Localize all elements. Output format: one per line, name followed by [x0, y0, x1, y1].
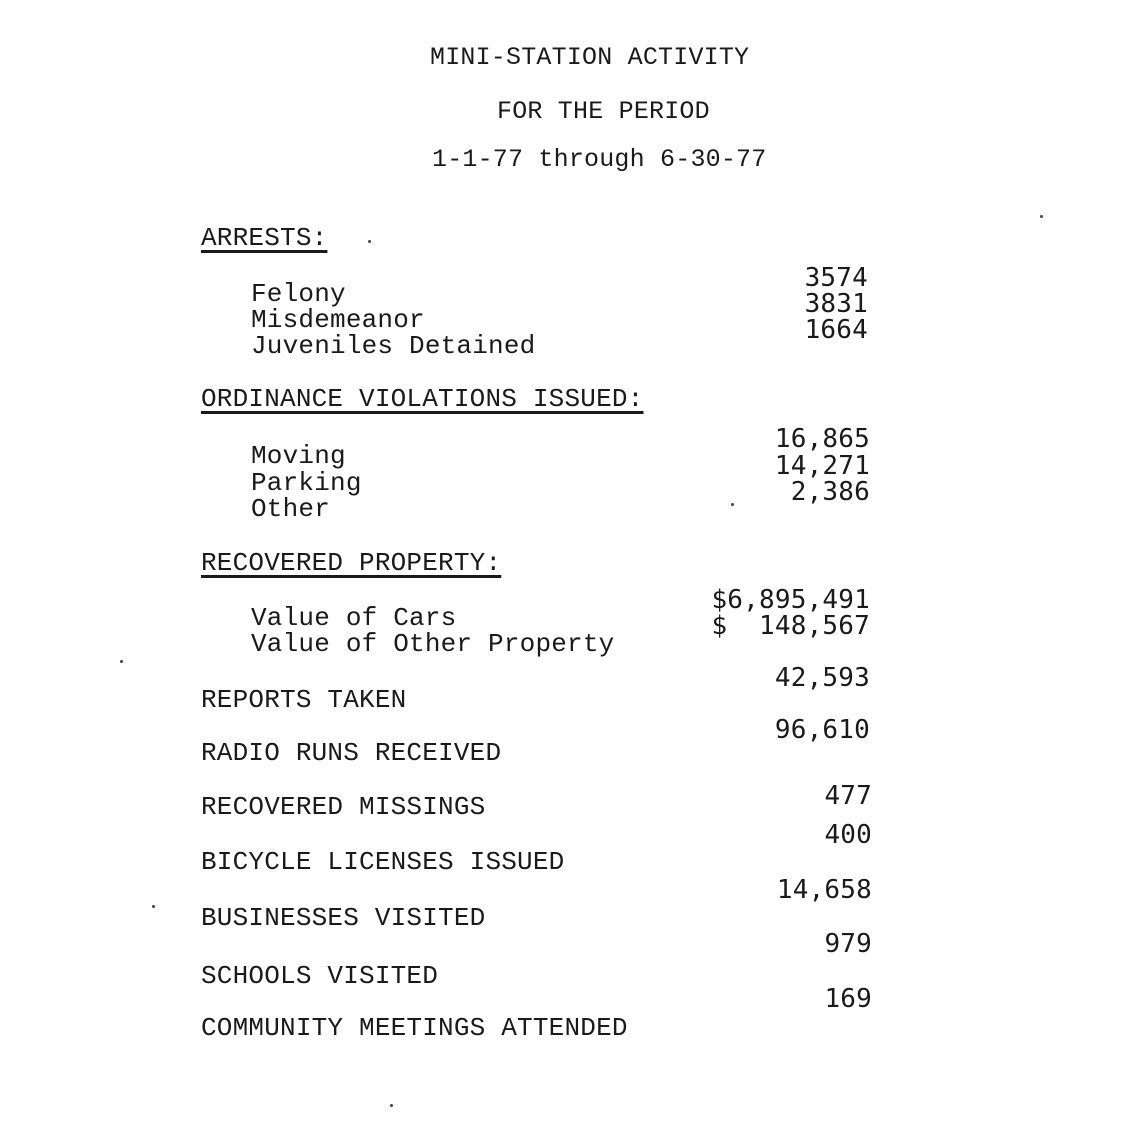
- section-heading-arrests: ARRESTS:: [201, 223, 328, 253]
- item-value-parking: 14,271: [774, 451, 870, 481]
- row-value-radio-runs: 96,610: [774, 715, 870, 745]
- item-value-moving: 16,865: [774, 424, 870, 454]
- item-label-parking: Parking: [251, 468, 362, 498]
- row-label-community: COMMUNITY MEETINGS ATTENDED: [201, 1013, 628, 1043]
- row-label-bicycle: BICYCLE LICENSES ISSUED: [201, 847, 565, 877]
- scan-speck: [731, 503, 734, 506]
- scan-speck: [1040, 215, 1043, 218]
- item-value-cars: $6,895,491: [711, 585, 870, 615]
- item-label-moving: Moving: [251, 441, 346, 471]
- item-value-felony: 3574: [804, 263, 868, 293]
- item-label-other: Other: [251, 494, 331, 524]
- item-value-other: 2,386: [790, 477, 870, 507]
- row-label-reports: REPORTS TAKEN: [201, 685, 407, 715]
- row-value-businesses: 14,658: [776, 875, 872, 905]
- doc-period: 1-1-77 through 6-30-77: [432, 145, 767, 174]
- doc-title: MINI-STATION ACTIVITY: [430, 43, 750, 72]
- row-label-businesses: BUSINESSES VISITED: [201, 903, 486, 933]
- section-heading-recovered: RECOVERED PROPERTY:: [201, 548, 502, 578]
- item-value-juveniles: 1664: [804, 315, 868, 345]
- row-value-missings: 477: [824, 781, 872, 811]
- doc-subtitle: FOR THE PERIOD: [497, 97, 710, 126]
- row-value-community: 169: [824, 984, 872, 1014]
- row-value-schools: 979: [824, 929, 872, 959]
- row-value-reports: 42,593: [774, 663, 870, 693]
- scan-speck: [390, 1104, 393, 1107]
- scan-speck: [152, 905, 155, 908]
- item-label-misdemeanor: Misdemeanor: [251, 305, 425, 335]
- scan-speck: [120, 660, 123, 663]
- row-label-schools: SCHOOLS VISITED: [201, 961, 439, 991]
- row-label-missings: RECOVERED MISSINGS: [201, 792, 486, 822]
- item-label-felony: Felony: [251, 279, 346, 309]
- item-value-misdemeanor: 3831: [804, 289, 868, 319]
- item-value-other-property: $ 148,567: [711, 611, 870, 641]
- row-value-bicycle: 400: [824, 820, 872, 850]
- item-label-juveniles: Juveniles Detained: [251, 331, 536, 361]
- row-label-radio-runs: RADIO RUNS RECEIVED: [201, 738, 502, 768]
- scan-speck: [368, 240, 371, 243]
- section-heading-ordinance: ORDINANCE VIOLATIONS ISSUED:: [201, 384, 644, 414]
- item-label-other-property: Value of Other Property: [251, 629, 615, 659]
- item-label-cars: Value of Cars: [251, 603, 457, 633]
